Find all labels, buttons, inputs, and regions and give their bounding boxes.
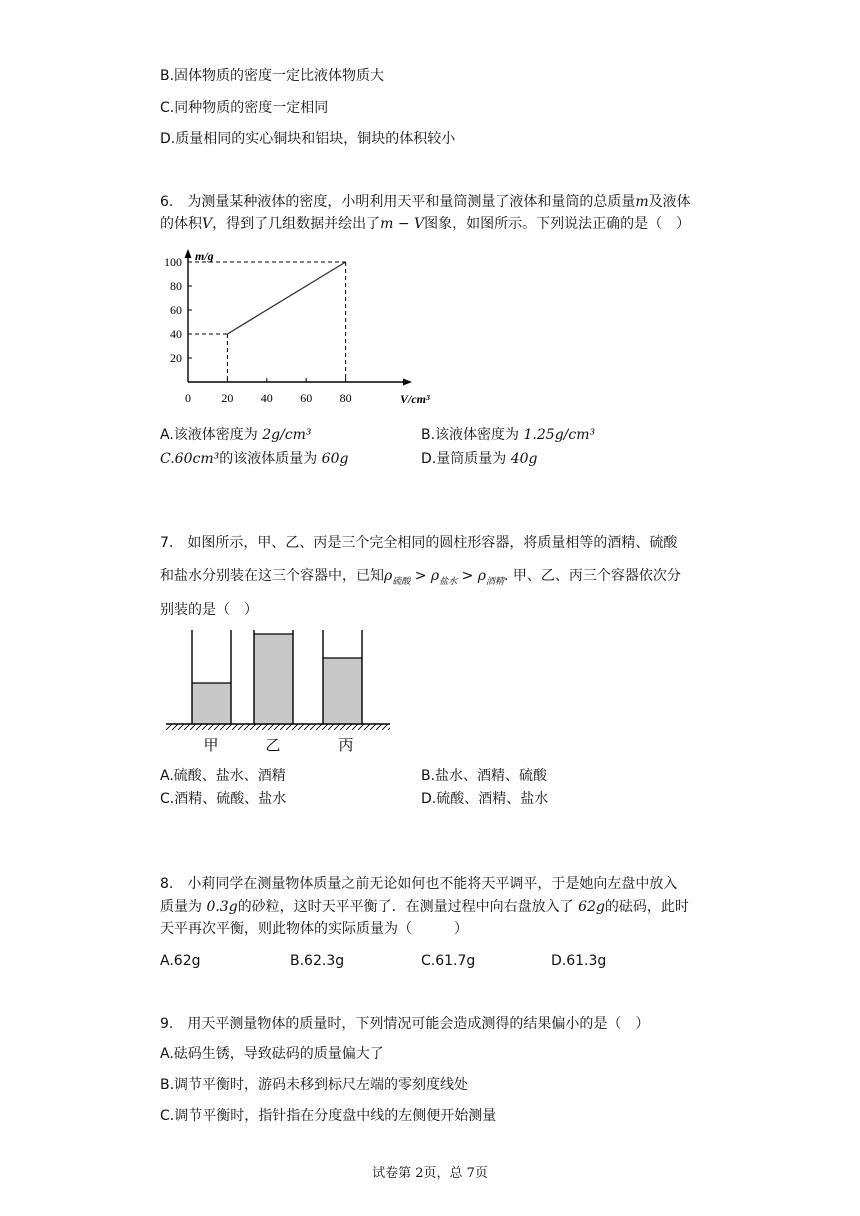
q7-stem-line2: 和盐水分别装在这三个容器中，已知$\rho_{硫酸} > \rho_{盐水} > \rho_{酒精}$. 甲、乙、丙三个容器依次分 [160,568,681,587]
container-jia [192,630,231,724]
container-yi [254,630,293,724]
q9-option-c: C.调节平衡时，指针指在分度盘中线的左侧便开始测量 [160,1108,497,1124]
y-tick-label: 60 [170,303,182,317]
page-footer: 试卷第 2页，总 7页 [372,1166,488,1181]
label-yi: 乙 [265,738,281,754]
x-tick-label: 40 [260,391,273,405]
q7-option-a: A.硫酸、盐水、酒精 [160,768,286,784]
q6-option-d: D.量筒质量为 40g [421,451,538,467]
q6-stem-line1: 6. 为测量某种液体的密度，小明利用天平和量筒测量了液体和量筒的总质量m及液体 [160,194,691,210]
q5-option-d: D.质量相同的实心铜块和铝块，铜块的体积较小 [160,131,456,147]
q6-option-c: C.60cm³的该液体质量为 60g [160,451,349,467]
q9-stem: 9. 用天平测量物体的质量时，下列情况可能会造成测得的结果偏小的是（ ） [160,1016,650,1032]
q6-option-a: A.该液体密度为 2g/cm³ [160,427,312,443]
x-tick-label: 80 [339,391,352,405]
series-line [227,262,345,334]
liquid-bing [323,658,362,724]
q8-option-a: A.62g [160,953,201,969]
x-tick-label: 0 [185,391,191,405]
q8-option-c: C.61.7g [421,953,476,969]
y-axis-label: m/g [195,249,214,263]
y-tick-label: 40 [170,327,182,341]
q7-option-b: B.盐水、酒精、硫酸 [421,768,548,784]
x-tick-label: 60 [300,391,313,405]
q8-option-b: B.62.3g [290,953,345,969]
q7-stem-line3: 别装的是（ ） [160,602,258,618]
q7-option-d: D.硫酸、酒精、盐水 [421,791,549,807]
q9-option-a: A.砝码生锈，导致砝码的质量偏大了 [160,1046,384,1062]
y-tick-label: 20 [170,351,182,365]
container-bing [323,630,362,724]
mv-graph [150,243,430,413]
label-jia: 甲 [203,738,219,754]
q8-stem-line3: 天平再次平衡，则此物体的实际质量为（ ） [160,921,468,937]
q5-option-b: B.固体物质的密度一定比液体物质大 [160,68,385,84]
q7-option-c: C.酒精、硫酸、盐水 [160,791,287,807]
q8-option-d: D.61.3g [551,953,607,969]
y-tick-label: 80 [170,279,182,293]
x-tick-label: 20 [221,391,234,405]
liquid-yi [254,634,293,724]
ground-hatch [166,724,390,730]
containers-figure [160,628,400,758]
y-axis-arrow [185,249,192,258]
q7-stem-line1: 7. 如图所示，甲、乙、丙是三个完全相同的圆柱形容器，将质量相等的酒精、硫酸 [160,535,678,551]
q9-option-b: B.调节平衡时，游码未移到标尺左端的零刻度线处 [160,1077,469,1093]
q6-option-b: B.该液体密度为 1.25g/cm³ [421,427,596,443]
label-bing: 丙 [338,738,354,754]
q8-stem-line1: 8. 小莉同学在测量物体质量之前无论如何也不能将天平调平，于是她向左盘中放入 [160,876,678,892]
x-axis-arrow [403,379,412,386]
x-axis-label: V/cm³ [400,392,430,406]
liquid-jia [192,683,231,724]
q8-stem-line2: 质量为 0.3g的砂粒，这时天平平衡了．在测量过程中向右盘放入了 62g的砝码，此时 [160,899,689,915]
y-tick-label: 100 [164,255,182,269]
q5-option-c: C.同种物质的密度一定相同 [160,100,329,116]
q6-stem-line2: 的体积V，得到了几组数据并绘出了m − V图象，如图所示。下列说法正确的是（ ） [160,216,691,232]
